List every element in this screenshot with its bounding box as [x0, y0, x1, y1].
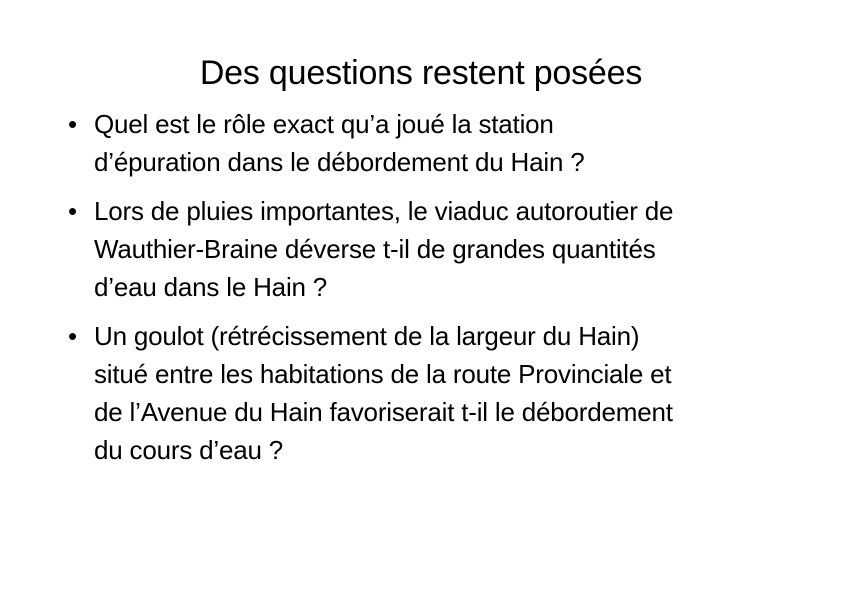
list-item: [68, 192, 822, 306]
bullet-icon: •: [68, 196, 77, 226]
bullet-line: du cours d’eau ?: [94, 435, 284, 465]
bullet-line: situé entre les habitations de la route Provinciale et: [94, 359, 672, 389]
bullet-icon: •: [68, 321, 77, 351]
bullet-line: Un goulot (rétrécissement de la largeur du Hain): [94, 321, 640, 351]
bullet-list: [0, 105, 842, 469]
bullet-line: d’eau dans le Hain ?: [94, 272, 328, 302]
list-item: [68, 105, 822, 181]
slide-title: Des questions restent posées: [199, 54, 643, 92]
bullet-icon: •: [68, 109, 77, 139]
bullet-line: de l’Avenue du Hain favoriserait t-il le débordement: [94, 397, 673, 427]
bullet-line: d’épuration dans le débordement du Hain ?: [94, 147, 585, 177]
bullet-line: Quel est le rôle exact qu’a joué la station: [94, 109, 554, 139]
bullet-line: Lors de pluies importantes, le viaduc autoroutier de: [94, 196, 674, 226]
bullet-line: Wauthier-Braine déverse t-il de grandes quantités: [94, 234, 656, 264]
list-item: [68, 317, 822, 469]
